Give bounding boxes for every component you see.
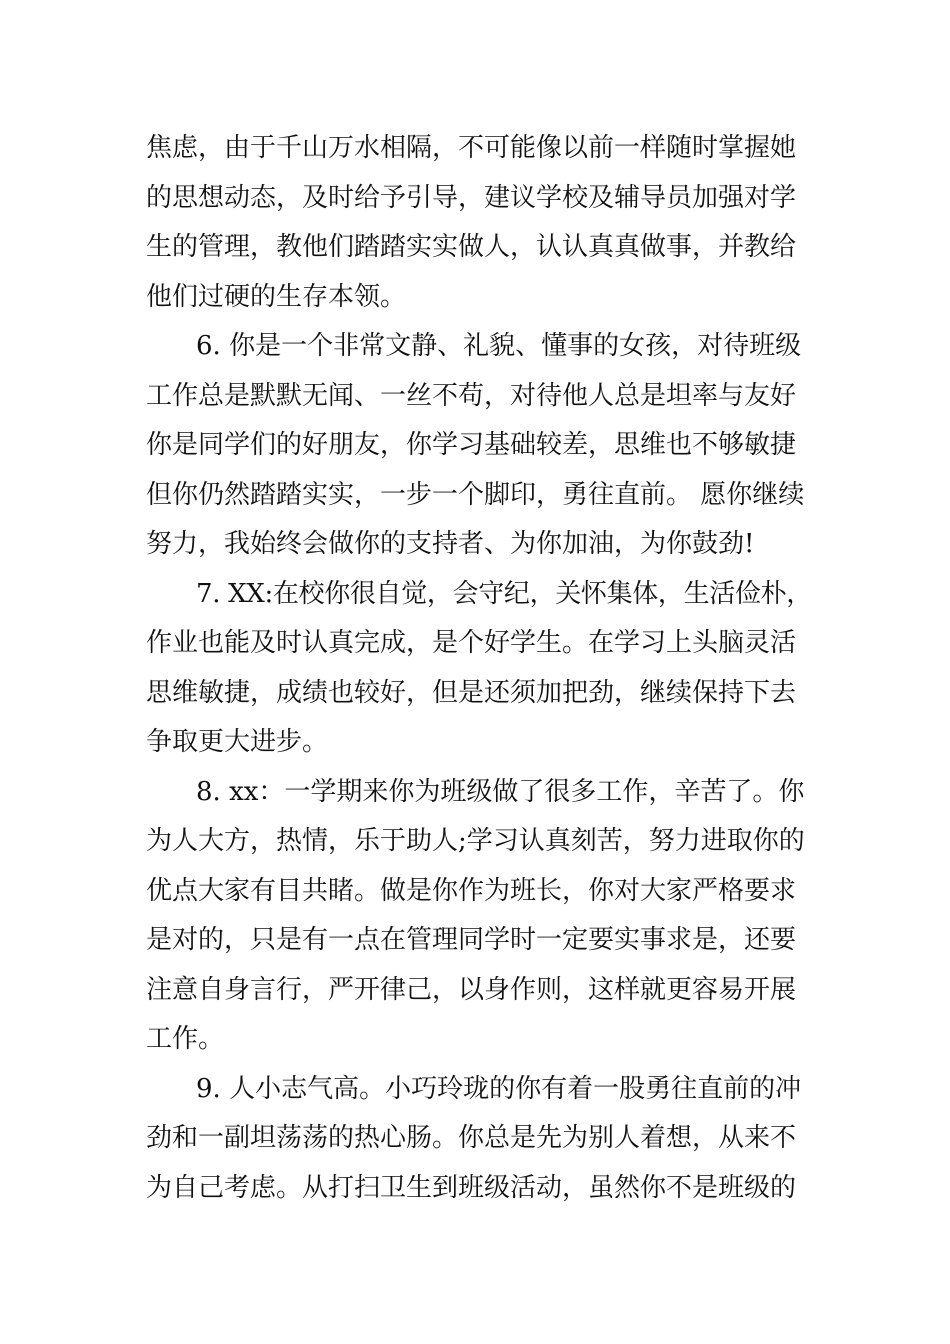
paragraph-item-6: [146, 322, 812, 570]
text-line: 思维敏捷，成绩也较好，但是还须加把劲，继续保持下去: [146, 677, 797, 708]
text-line: 努力，我始终会做你的支持者、为你加油，为你鼓劲!: [146, 529, 755, 559]
paragraph-item-7: [146, 570, 812, 768]
paragraph-item-9: [146, 1065, 812, 1214]
text-line: 作业也能及时认真完成，是个好学生。在学习上头脑灵活: [146, 628, 797, 658]
text-line: 他们过硬的生存本领。: [146, 281, 407, 312]
text-line: 争取更大进步。: [146, 727, 329, 757]
paragraph-item-8: [146, 768, 812, 1065]
text-line: 为人大方，热情，乐于助人;学习认真刻苦，努力进取你的: [146, 826, 805, 856]
text-line: 的思想动态，及时给予引导，建议学校及辅导员加强对学: [146, 182, 797, 213]
text-line: 生的管理，教他们踏踏实实做人，认认真真做事，并教给: [146, 232, 797, 262]
text-line: 9. 人小志气高。小巧玲珑的你有着一股勇往直前的冲: [196, 1073, 802, 1104]
text-line: 为自己考虑。从打扫卫生到班级活动，虽然你不是班级的: [146, 1172, 797, 1203]
text-line: 劲和一副坦荡荡的热心肠。你总是先为别人着想，从来不: [146, 1123, 797, 1153]
text-line: 焦虑，由于千山万水相隔，不可能像以前一样随时掌握她: [146, 133, 797, 163]
text-line: 工作总是默默无闻、一丝不苟，对待他人总是坦率与友好: [146, 380, 797, 411]
text-line: 是对的，只是有一点在管理同学时一定要实事求是，还要: [146, 925, 797, 955]
text-line: 优点大家有目共睹。做是你作为班长，你对大家严格要求: [146, 875, 797, 906]
text-line: 工作。: [146, 1024, 225, 1054]
paragraph-continued: [146, 124, 812, 322]
text-line: 注意自身言行，严开律己，以身作则，这样就更容易开展: [146, 974, 797, 1005]
text-line: 7. XX:在校你很自觉，会守纪，关怀集体，生活俭朴，: [196, 578, 812, 609]
document-body: [146, 124, 812, 1213]
text-line: 6. 你是一个非常文静、礼貌、懂事的女孩，对待班级: [196, 331, 802, 361]
text-line: 8. xx：一学期来你为班级做了很多工作，辛苦了。你: [196, 776, 805, 807]
text-line: 但你仍然踏踏实实，一步一个脚印，勇往直前。 愿你继续: [146, 479, 805, 510]
text-line: 你是同学们的好朋友，你学习基础较差，思维也不够敏捷: [146, 430, 797, 460]
